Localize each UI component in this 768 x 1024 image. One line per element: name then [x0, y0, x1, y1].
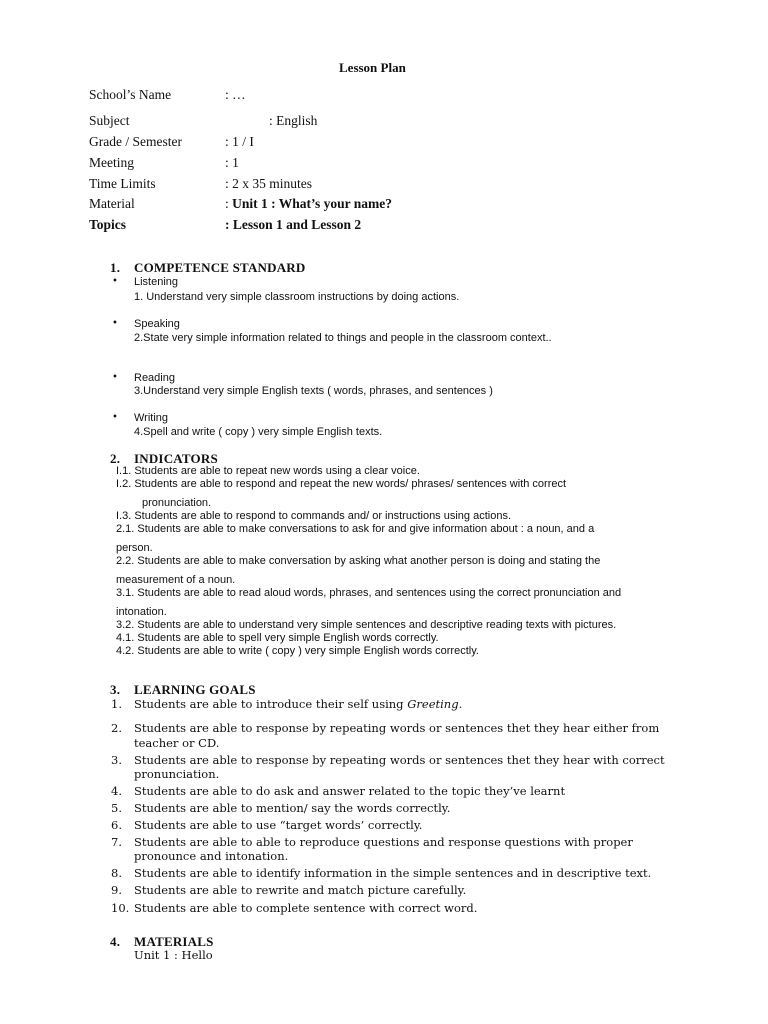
goal-number: 4.	[111, 784, 122, 798]
topics-value: : Lesson 1 and Lesson 2	[225, 217, 362, 232]
goal-text: Students are able to identify information in the simple sentences and in descriptive text.	[134, 866, 652, 880]
bullet-icon: •	[112, 276, 118, 287]
material-colon: :	[225, 196, 233, 211]
indicator-line: pronunciation.	[142, 497, 212, 509]
goal-text: teacher or CD.	[134, 736, 220, 750]
section-number: 3.	[110, 682, 121, 697]
indicator-line: person.	[116, 542, 153, 554]
indicator-line: 4.1. Students are able to spell very simple English words correctly.	[116, 632, 439, 644]
goal-text: pronunciation.	[134, 767, 220, 781]
goal-text: Students are able to use “target words’ correctly.	[134, 818, 423, 832]
competence-item-detail: 2.State very simple information related to things and people in the classroom context..	[134, 332, 552, 344]
section-number: 2.	[110, 451, 121, 466]
competence-item-label: Writing	[134, 412, 169, 424]
goal-number: 8.	[111, 866, 122, 880]
goal-number: 5.	[111, 801, 122, 815]
bullet-icon: •	[112, 412, 118, 423]
indicator-line: 2.2. Students are able to make conversation by asking what another person is doing and stating the	[116, 555, 601, 567]
materials-line: Unit 1 : Hello	[134, 948, 213, 962]
meeting-label: Meeting	[89, 155, 134, 170]
goal-text: Students are able to able to reproduce questions and response questions with proper	[134, 835, 633, 849]
goal-text: pronounce and intonation.	[134, 849, 289, 863]
section-heading: COMPETENCE STANDARD	[134, 260, 306, 275]
goal-number: 10.	[111, 901, 130, 915]
section-heading: INDICATORS	[134, 451, 218, 466]
indicator-line: I.3. Students are able to respond to commands and/ or instructions using actions.	[116, 510, 512, 522]
goal-suffix: .	[458, 697, 463, 711]
topics-label: Topics	[89, 217, 127, 232]
competence-item-label: Speaking	[134, 318, 180, 330]
school-name-value: : …	[225, 87, 246, 102]
goal-text-main: Students are able to introduce their self using	[134, 697, 408, 711]
goal-text: Students are able to mention/ say the words correctly.	[134, 801, 451, 815]
goal-text: Students are able to response by repeating words or sentences thet they hear either from	[134, 721, 660, 735]
grade-semester-value: : 1 / I	[225, 134, 254, 149]
goal-number: 9.	[111, 883, 122, 897]
goal-number: 1.	[111, 697, 122, 711]
school-name-label: School’s Name	[89, 87, 172, 102]
goal-number: 3.	[111, 753, 122, 767]
indicator-line: 3.1. Students are able to read aloud words, phrases, and sentences using the correct pronunciation and	[116, 587, 622, 599]
section-heading: LEARNING GOALS	[134, 682, 256, 697]
goal-italic-term: Greeting	[407, 697, 459, 711]
section-heading: MATERIALS	[134, 934, 214, 949]
competence-item-label: Listening	[134, 276, 179, 288]
indicator-line: 4.2. Students are able to write ( copy ) very simple English words correctly.	[116, 645, 479, 657]
section-number: 1.	[110, 260, 121, 275]
indicator-line: 3.2. Students are able to understand very simple sentences and descriptive reading texts with pictures.	[116, 619, 617, 631]
material-label: Material	[89, 196, 135, 211]
time-limits-label: Time Limits	[89, 176, 156, 191]
page-title: Lesson Plan	[339, 60, 406, 75]
material-value	[225, 196, 392, 212]
indicator-line: intonation.	[116, 606, 167, 618]
bullet-icon: •	[112, 318, 118, 329]
grade-semester-label: Grade / Semester	[89, 134, 182, 149]
indicator-line: measurement of a noun.	[116, 574, 236, 586]
competence-item-detail: 1. Understand very simple classroom instructions by doing actions.	[134, 291, 460, 303]
goal-number: 7.	[111, 835, 122, 849]
material-unit-title: Unit 1 : What’s your name?	[232, 196, 393, 211]
subject-label: Subject	[89, 113, 130, 128]
goal-text	[134, 697, 462, 711]
competence-item-detail: 3.Understand very simple English texts ( words, phrases, and sentences )	[134, 385, 493, 397]
competence-item-label: Reading	[134, 372, 175, 384]
goal-number: 6.	[111, 818, 122, 832]
goal-number: 2.	[111, 721, 122, 735]
competence-item-detail: 4.Spell and write ( copy ) very simple English texts.	[134, 426, 383, 438]
indicator-line: I.2. Students are able to respond and repeat the new words/ phrases/ sentences with correct	[116, 478, 567, 490]
bullet-icon: •	[112, 372, 118, 383]
subject-value: : English	[269, 113, 318, 128]
indicator-line: I.1. Students are able to repeat new words using a clear voice.	[116, 465, 420, 477]
goal-text: Students are able to complete sentence with correct word.	[134, 901, 478, 915]
goal-text: Students are able to response by repeating words or sentences thet they hear with correct	[134, 753, 665, 767]
goal-text: Students are able to rewrite and match picture carefully.	[134, 883, 467, 897]
goal-text: Students are able to do ask and answer related to the topic they’ve learnt	[134, 784, 566, 798]
meeting-value: : 1	[225, 155, 239, 170]
section-number: 4.	[110, 934, 121, 949]
indicator-line: 2.1. Students are able to make conversations to ask for and give information about : a noun, and a	[116, 523, 595, 535]
time-limits-value: : 2 x 35 minutes	[225, 176, 312, 191]
